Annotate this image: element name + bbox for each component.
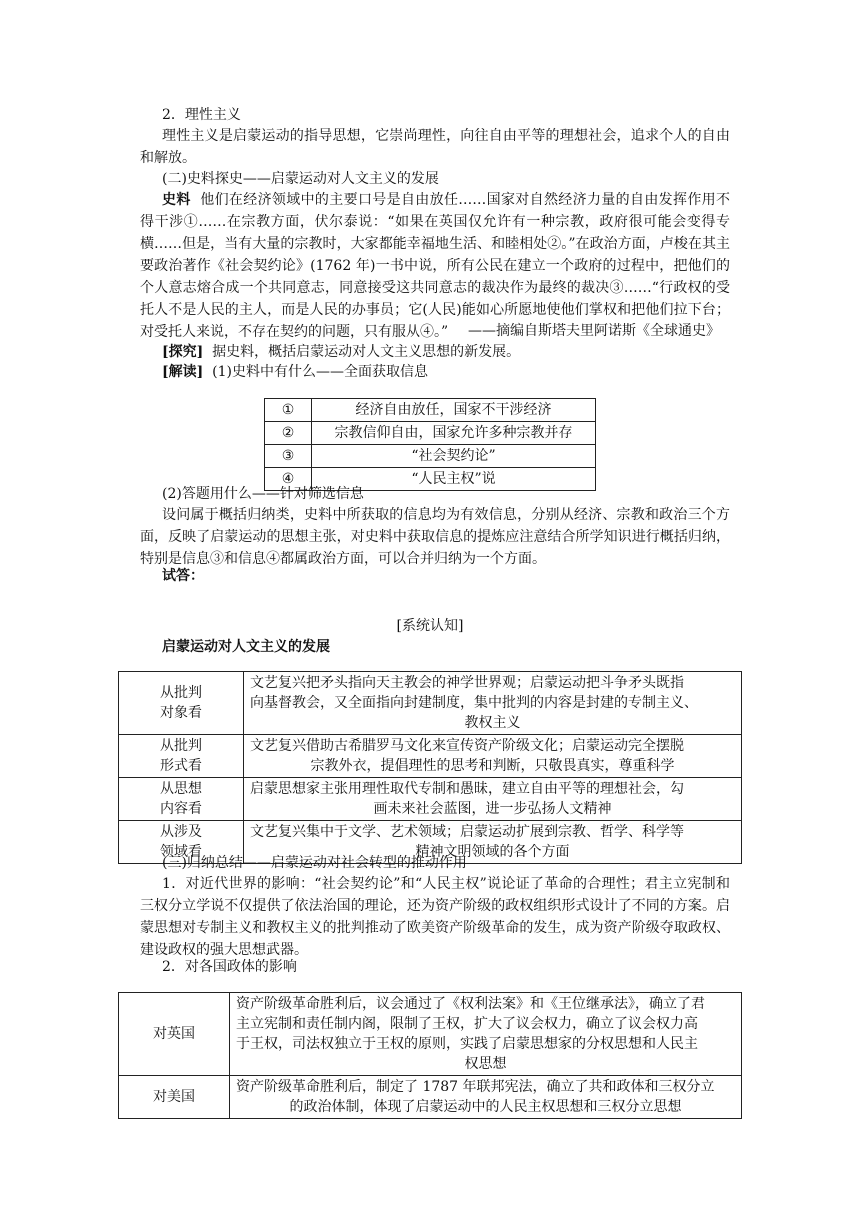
system-title: [系统认知] xyxy=(396,618,464,634)
section-heading-summary: (三)归纳总结——启蒙运动对社会转型的推动作用 xyxy=(162,855,467,871)
text-line: 的政治体制，体现了启蒙运动中的人民主权思想和三权分立思想 xyxy=(289,1099,682,1115)
label-line: 从批判 xyxy=(160,738,202,754)
info-text: 宗教信仰自由，国家允许多种宗教并存 xyxy=(312,422,596,445)
info-num: ③ xyxy=(265,445,312,468)
table-row xyxy=(265,445,596,468)
text-line: 画未来社会蓝图，进一步弘扬人文精神 xyxy=(373,801,612,817)
text-line: 文艺复兴把矛头指向天主教会的神学世界观；启蒙运动把斗争矛头既指 xyxy=(250,675,684,691)
row-label: 对英国 xyxy=(119,993,230,1076)
development-table xyxy=(118,671,742,864)
section-heading-rationalism: 2．理性主义 xyxy=(162,107,241,123)
source-text: 他们在经济领域中的主要口号是自由放任……国家对自然经济力量的自由发挥作用不得干涉①……在宗教方面，伏尔泰说：“如果在英国仅允许有一种宗教，政府很可能会变得专横……但是，当有大量的宗教时，大家都能幸福地生活、和睦相处②。”在政治方面，卢梭在其主要政治著作《社会契约论》(1762 年)一书中说，所有公民在建立一个政府的过程中，把他们的个人意志熔合成一个共同意志，同意接受这共同意志的裁决作为最终的裁决③……“行政权的受托人不是人民的主人，而是人民的办事员；它(人民)能如心所愿地使他们掌权和把他们拉下台；对受托人来说，不存在契约的问题，只有服从④。” xyxy=(140,192,730,340)
summary-paragraph-1: 1．对近代世界的影响：“社会契约论”和“人民主权”说论证了革命的合理性；君主立宪制和三权分立学说不仅提供了依法治国的理论，还为资产阶级的政权组织形式设计了不同的方案。启蒙思想对专制主义和教权主义的批判推动了欧美资产阶级革命的发生，成为资产阶级夺取政权、建设政权的强大思想武器。 xyxy=(140,876,730,958)
interpret-label: [解读] xyxy=(162,364,204,380)
explore-line xyxy=(162,342,520,362)
label-line: 从思想 xyxy=(160,781,202,797)
text-line: 宗教外衣，提倡理性的思考和判断，只敬畏真实，尊重科学 xyxy=(310,758,675,774)
row-text xyxy=(230,1076,742,1119)
interpret-text: (1)史料中有什么——全面获取信息 xyxy=(212,364,428,380)
table-row xyxy=(119,778,742,821)
label-line: 从批判 xyxy=(160,685,202,701)
answer-tool-heading: (2)答题用什么——针对筛选信息 xyxy=(162,486,364,502)
section-heading-sources: (二)史料探史——启蒙运动对人文主义的发展 xyxy=(162,171,439,187)
explore-label: [探究] xyxy=(162,344,204,360)
info-text: “人民主权”说 xyxy=(312,468,596,491)
text-line: 启蒙思想家主张用理性取代专制和愚昧，建立自由平等的理想社会，勾 xyxy=(250,781,684,797)
info-table xyxy=(264,398,596,491)
table-row xyxy=(119,993,742,1076)
development-heading: 启蒙运动对人文主义的发展 xyxy=(162,639,330,655)
text-line: 资产阶级革命胜利后，制定了 1787 年联邦宪法，确立了共和政体和三权分立 xyxy=(236,1079,715,1095)
row-label xyxy=(119,735,244,778)
table-row xyxy=(119,1076,742,1119)
text-line: 资产阶级革命胜利后，议会通过了《权利法案》和《王位继承法》，确立了君 xyxy=(236,996,705,1012)
row-text xyxy=(230,993,742,1076)
label-line: 对象看 xyxy=(160,705,202,721)
text-line: 主立宪制和责任制内阁，限制了王权，扩大了议会权力，确立了议会权力高 xyxy=(236,1016,698,1032)
rationalism-paragraph: 理性主义是启蒙运动的指导思想，它崇尚理性，向往自由平等的理想社会，追求个人的自由和解放。 xyxy=(140,128,730,166)
country-table xyxy=(118,992,742,1119)
label-line: 内容看 xyxy=(160,801,202,817)
text-line: 精神文明领域的各个方面 xyxy=(415,844,570,860)
row-label: 对美国 xyxy=(119,1076,230,1119)
text-line: 向基督教会，又全面指向封建制度，集中批判的内容是封建的专制主义、 xyxy=(250,695,698,711)
label-line: 形式看 xyxy=(160,758,202,774)
try-answer-label: 试答： xyxy=(162,568,204,584)
row-label xyxy=(119,672,244,735)
label-line: 领域看 xyxy=(160,844,202,860)
row-text xyxy=(244,735,742,778)
text-line: 文艺复兴集中于文学、艺术领域；启蒙运动扩展到宗教、哲学、科学等 xyxy=(250,824,684,840)
info-num: ① xyxy=(265,399,312,422)
explore-text: 据史料，概括启蒙运动对人文主义思想的新发展。 xyxy=(212,344,521,360)
label-line: 从涉及 xyxy=(160,824,202,840)
row-text xyxy=(244,672,742,735)
table-row xyxy=(119,672,742,735)
text-line: 教权主义 xyxy=(464,715,521,731)
table-row xyxy=(119,735,742,778)
interpret-line xyxy=(162,362,428,382)
info-num: ④ xyxy=(265,468,312,491)
info-text: 经济自由放任，国家不干涉经济 xyxy=(312,399,596,422)
info-num: ② xyxy=(265,422,312,445)
text-line: 权思想 xyxy=(464,1056,507,1072)
answer-tool-paragraph: 设问属于概括归纳类，史料中所获取的信息均为有效信息，分别从经济、宗教和政治三个方面，反映了启蒙运动的思想主张，对史料中获取信息的提炼应注意结合所学知识进行概括归纳，特别是信息③和信息④都属政治方面，可以合并归纳为一个方面。 xyxy=(140,507,730,567)
row-text xyxy=(244,778,742,821)
row-label xyxy=(119,778,244,821)
text-line: 于王权，司法权独立于王权的原则，实践了启蒙思想家的分权思想和人民主 xyxy=(236,1036,698,1052)
summary-paragraph-2: 2．对各国政体的影响 xyxy=(162,959,297,975)
info-text: “社会契约论” xyxy=(312,445,596,468)
source-paragraph xyxy=(140,189,730,343)
table-row xyxy=(265,422,596,445)
source-citation: ——摘编自斯塔夫里阿诺斯《全球通史》 xyxy=(468,323,720,339)
text-line: 文艺复兴借助古希腊罗马文化来宣传资产阶级文化；启蒙运动完全摆脱 xyxy=(250,738,684,754)
source-label: 史料 xyxy=(162,192,191,208)
table-row xyxy=(265,399,596,422)
